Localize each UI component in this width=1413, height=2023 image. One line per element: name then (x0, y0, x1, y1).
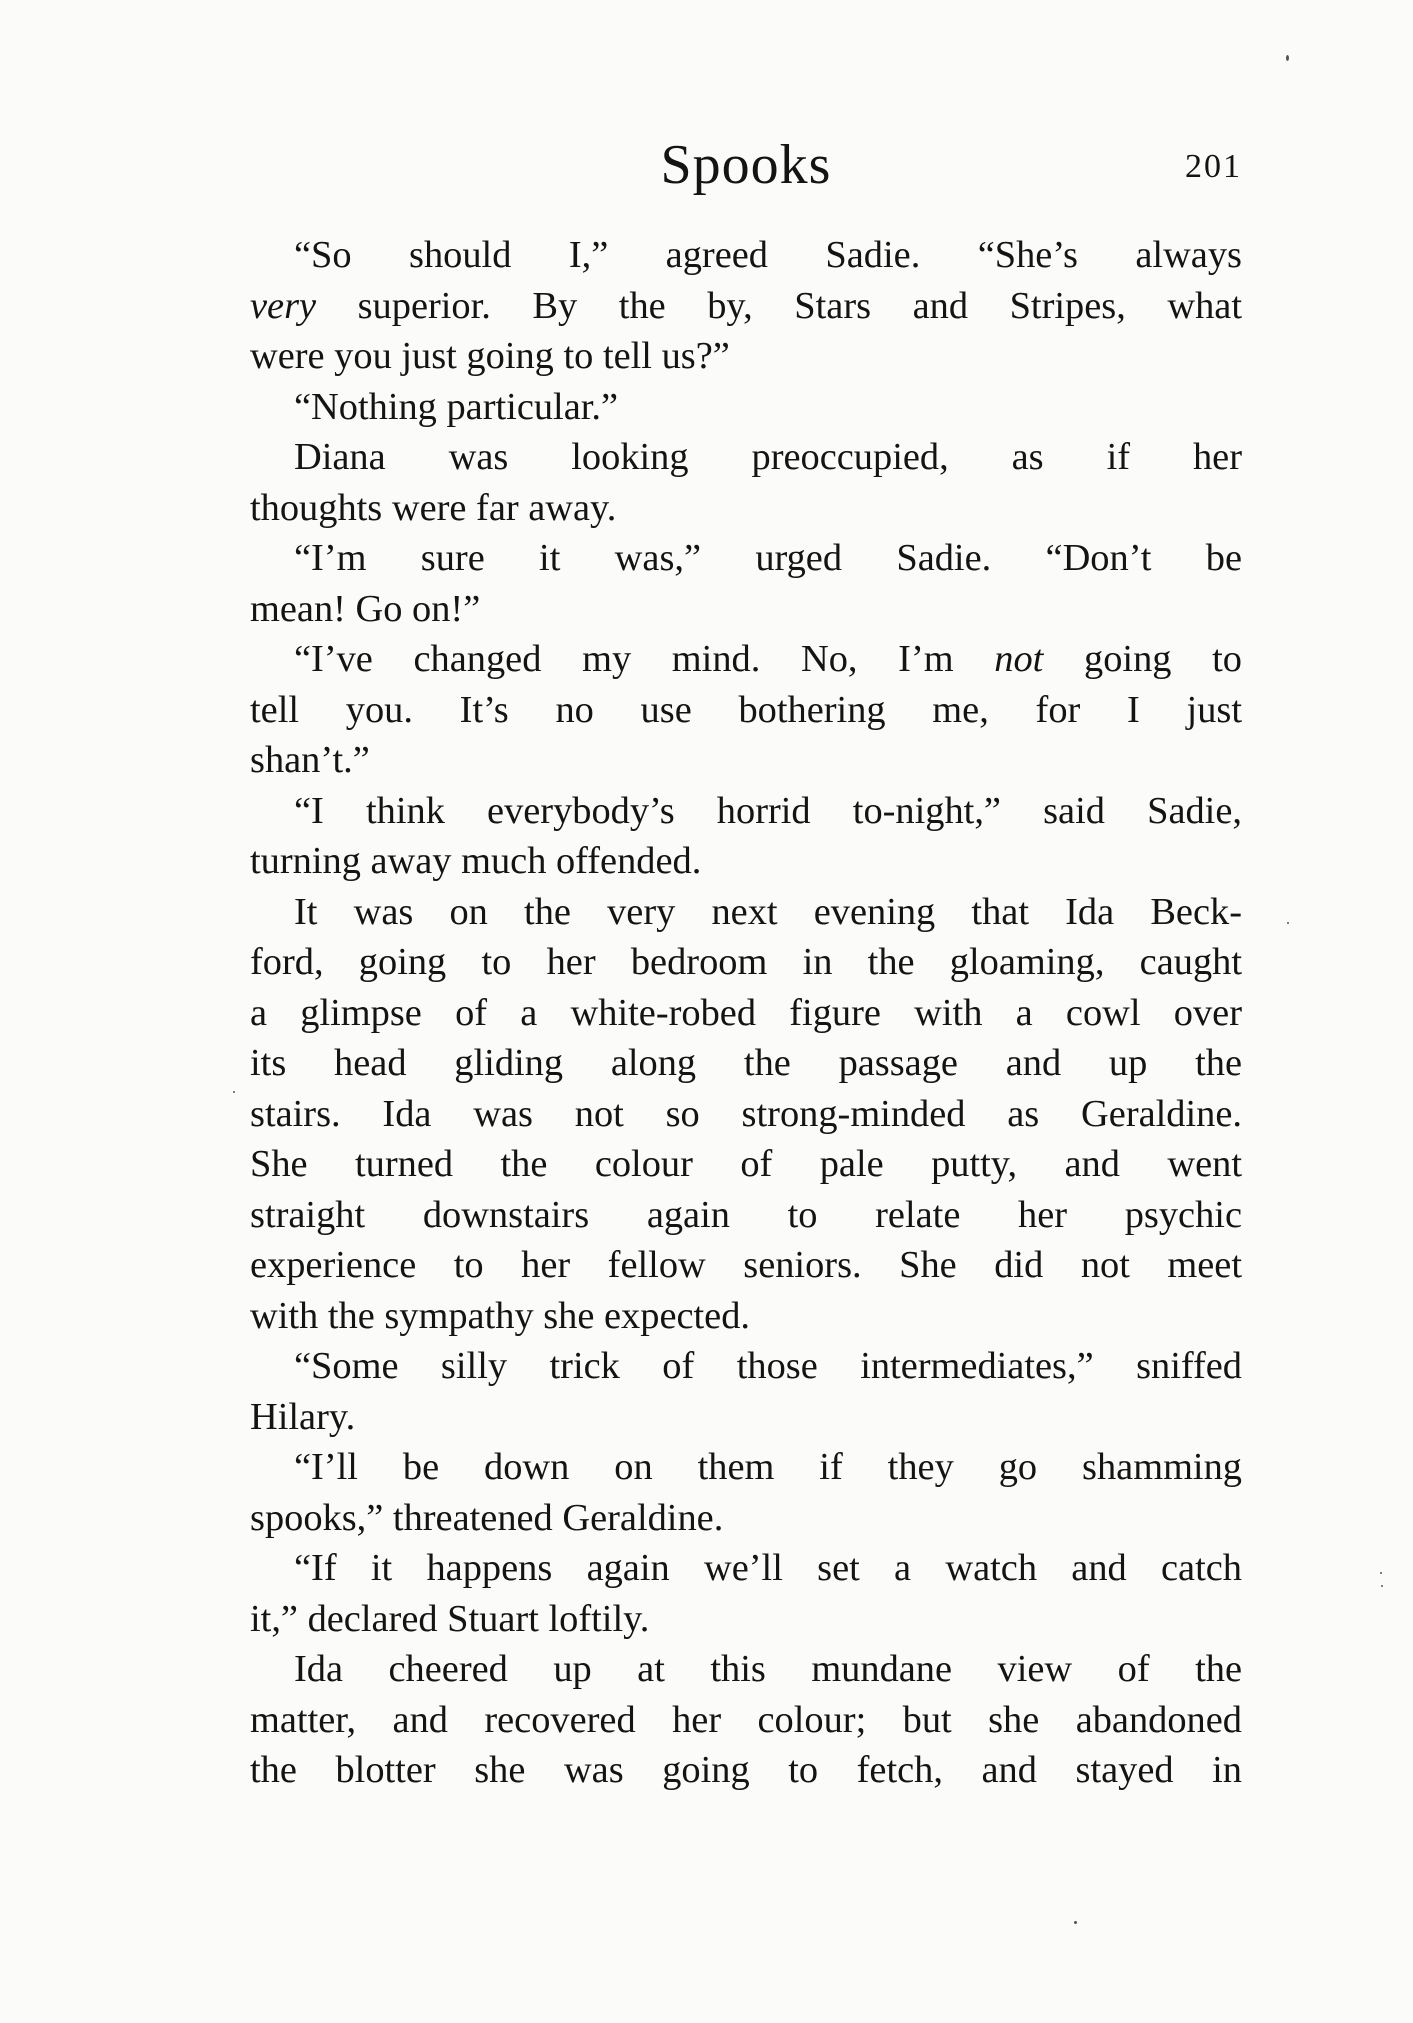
text-line: It was on the very next evening that Ida Beck- (294, 890, 1242, 933)
text-line: “If it happens again we’ll set a watch and catch (294, 1547, 1242, 1589)
scan-speck (233, 1091, 235, 1093)
scan-speck (1380, 1572, 1382, 1574)
text-line: ford, going to her bedroom in the gloaming, caught (250, 941, 1242, 983)
text-line: “Nothing particular.” (294, 385, 619, 428)
body-text (250, 230, 1242, 1796)
text-line: “Some silly trick of those intermediates,” sniffed (294, 1345, 1242, 1387)
scan-speck (1286, 55, 1289, 61)
running-head (250, 125, 1242, 205)
text-line: turning away much offended. (250, 840, 702, 882)
text-line: “I think everybody’s horrid to-night,” said Sadie, (294, 789, 1242, 832)
text-line: Ida cheered up at this mundane view of the (294, 1648, 1242, 1690)
scan-speck (1074, 1921, 1077, 1924)
text-line: very superior. By the by, Stars and Stripes, what (250, 284, 1242, 327)
scan-speck (1381, 1585, 1383, 1587)
text-line: matter, and recovered her colour; but she abandoned (250, 1698, 1242, 1741)
text-line: tell you. It’s no use bothering me, for I just (250, 688, 1242, 731)
text-line: She turned the colour of pale putty, and went (250, 1143, 1242, 1185)
text-line: experience to her fellow seniors. She did not meet (250, 1244, 1242, 1286)
text-line: “I’ll be down on them if they go shamming (294, 1446, 1242, 1488)
text-line: Diana was looking preoccupied, as if her (294, 436, 1242, 478)
text-line: Hilary. (250, 1395, 356, 1438)
text-line: its head gliding along the passage and up the (250, 1042, 1242, 1084)
text-line: mean! Go on!” (250, 587, 481, 630)
text-line: spooks,” threatened Geraldine. (250, 1496, 724, 1539)
text-line: shan’t.” (250, 739, 370, 781)
page-number: 201 (1185, 148, 1242, 185)
text-line: “So should I,” agreed Sadie. “She’s always (294, 234, 1242, 276)
text-line: the blotter she was going to fetch, and stayed in (250, 1749, 1242, 1791)
text-line: a glimpse of a white-robed figure with a cowl over (250, 991, 1242, 1034)
scan-speck (1287, 922, 1289, 924)
text-line: thoughts were far away. (250, 486, 617, 529)
text-line: “I’ve changed my mind. No, I’m not going to (294, 638, 1242, 680)
text-line: were you just going to tell us?” (250, 335, 730, 377)
text-line: it,” declared Stuart loftily. (250, 1597, 650, 1640)
page-title: Spooks (660, 134, 832, 196)
text-line: with the sympathy she expected. (250, 1294, 751, 1337)
text-line: “I’m sure it was,” urged Sadie. “Don’t be (294, 537, 1242, 579)
text-line: straight downstairs again to relate her psychic (250, 1193, 1242, 1236)
text-line: stairs. Ida was not so strong-minded as Geraldine. (250, 1092, 1242, 1135)
